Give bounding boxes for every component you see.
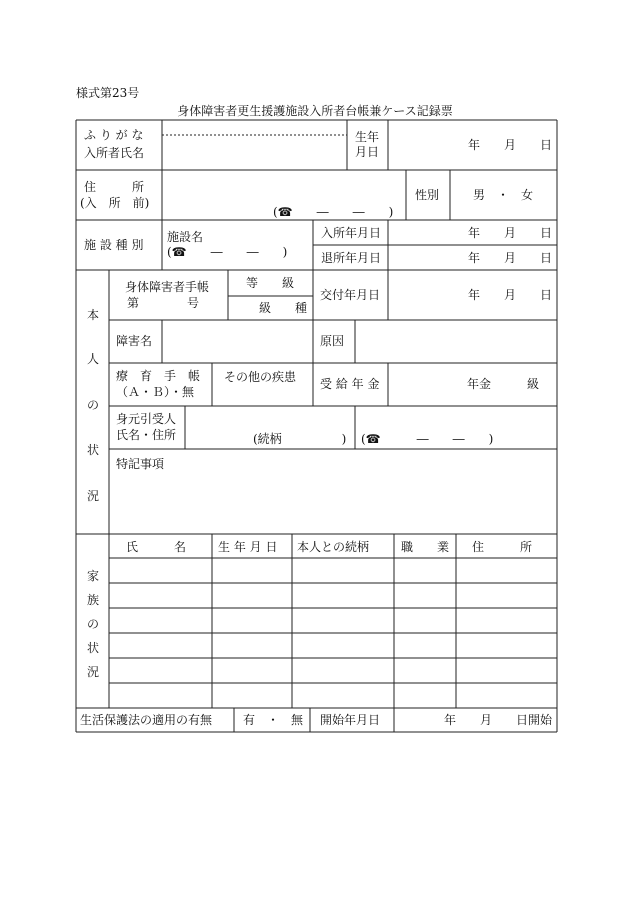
admission-date[interactable]: 年 月 日 <box>468 226 553 240</box>
furigana-label: ふ り が な <box>84 128 144 142</box>
personal-side-char: の <box>86 398 99 412</box>
family-header-address: 住 所 <box>472 540 533 554</box>
family-header-relation: 本人との続柄 <box>297 540 370 554</box>
discharge-date[interactable]: 年 月 日 <box>468 251 553 265</box>
form-title: 身体障害者更生援護施設入所者台帳兼ケース記録票 <box>177 104 453 118</box>
sex-label: 性別 <box>415 188 440 202</box>
family-header-job: 職 業 <box>401 540 450 554</box>
address-label-1: 住 所 <box>84 180 145 194</box>
facility-phone[interactable]: (☎ ― ― ) <box>167 245 288 259</box>
sex-value[interactable]: 男 ・ 女 <box>473 188 534 202</box>
welfare-label: 生活保護法の適用の有無 <box>80 713 213 727</box>
type-label: 級 種 <box>259 301 308 315</box>
cause-label: 原因 <box>320 334 345 348</box>
welfare-value[interactable]: 有 ・ 無 <box>243 713 304 727</box>
ryoiku-value[interactable]: （Ａ・Ｂ）・無 <box>116 385 195 399</box>
form-number: 様式第23号 <box>76 86 140 100</box>
issue-label: 交付年月日 <box>320 288 381 302</box>
family-side-char: 家 <box>86 569 99 583</box>
personal-side-char: 人 <box>86 352 99 366</box>
discharge-label: 退所年月日 <box>321 251 382 265</box>
guarantor-relation[interactable]: (続柄 ) <box>253 432 347 446</box>
family-side-char: の <box>86 617 99 631</box>
ryoiku-label: 療 育 手 帳 <box>116 369 201 383</box>
family-side-char: 況 <box>86 665 99 679</box>
guarantor-phone[interactable]: (☎ ― ― ) <box>361 432 494 446</box>
welfare-start-label: 開始年月日 <box>320 713 381 727</box>
handbook-label: 身体障害者手帳 <box>125 280 210 294</box>
issue-date[interactable]: 年 月 日 <box>468 288 553 302</box>
grade-label: 等 級 <box>246 276 295 290</box>
pension-value[interactable]: 年金 級 <box>467 377 540 391</box>
admission-label: 入所年月日 <box>321 226 382 240</box>
facility-name-label: 施設名 <box>167 230 204 244</box>
handbook-number-label: 第 号 <box>127 296 200 310</box>
guarantor-address-label: 氏名・住所 <box>116 428 177 442</box>
family-side-char: 状 <box>86 641 99 655</box>
personal-side-char: 本 <box>86 308 99 322</box>
pension-label: 受 給 年 金 <box>320 377 380 391</box>
birth-label-2: 月日 <box>355 145 380 159</box>
family-header-birth: 生 年 月 日 <box>218 540 278 554</box>
facility-type-label: 施 設 種 別 <box>84 238 144 252</box>
guarantor-label: 身元引受人 <box>116 412 177 426</box>
disability-label: 障害名 <box>116 334 153 348</box>
address-phone[interactable]: (☎ ― ― ) <box>273 205 394 219</box>
birth-date[interactable]: 年 月 日 <box>468 138 553 152</box>
notes-label: 特記事項 <box>116 457 165 471</box>
personal-side-char: 況 <box>86 489 99 503</box>
name-label: 入所者氏名 <box>84 146 145 160</box>
personal-side-char: 状 <box>86 443 99 457</box>
welfare-start-date[interactable]: 年 月 日開始 <box>444 713 553 727</box>
birth-label-1: 生年 <box>355 130 380 144</box>
address-label-2: (入 所 前) <box>80 196 150 210</box>
other-disease-label: その他の疾患 <box>224 370 297 384</box>
family-header-name: 氏 名 <box>126 540 187 554</box>
family-side-char: 族 <box>86 593 99 607</box>
